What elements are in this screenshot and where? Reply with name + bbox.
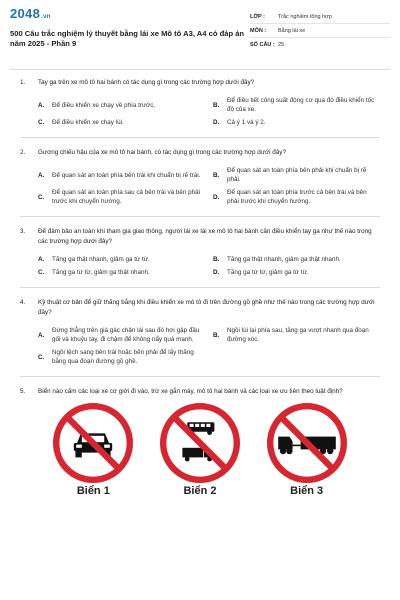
- options-grid: [20, 158, 380, 210]
- option-b[interactable]: [213, 166, 380, 184]
- option-letter: B.: [213, 101, 220, 109]
- option-a[interactable]: [38, 255, 205, 264]
- option-letter: D.: [213, 119, 220, 126]
- option-text: Để điều tiết công suất động cơ qua đó điều khiển tốc độ của xe.: [227, 97, 375, 113]
- option-letter: C.: [38, 193, 45, 201]
- meta-row-class: [250, 10, 390, 24]
- option-text: Ngồi lùi lại phía sau, tăng ga vượt nhanh qua đoạn đường xóc.: [227, 327, 369, 343]
- question-number: 2.: [20, 149, 26, 156]
- option-a[interactable]: [38, 96, 205, 114]
- option-letter: C.: [38, 353, 45, 361]
- option-b[interactable]: [213, 255, 380, 264]
- option-letter: A.: [38, 256, 45, 263]
- question-2: [20, 148, 380, 217]
- option-text: Để quan sát an toàn phía bên trái khi chuẩn bị rẽ trái.: [52, 171, 201, 179]
- site-logo[interactable]: [10, 6, 250, 21]
- sign-3: [257, 403, 357, 497]
- question-header: [20, 298, 380, 318]
- option-letter: B.: [213, 171, 220, 179]
- question-4: [20, 298, 380, 377]
- question-number: 3.: [20, 228, 26, 235]
- question-text: Để đảm bảo an toàn khi tham gia giao thông, người lái xe lái xe mô tô hai bánh cần điều khiển tay ga như thế nào trong các trường hợp dưới đây?: [38, 228, 372, 245]
- question-list: [10, 70, 390, 497]
- option-c[interactable]: [38, 268, 205, 277]
- option-text: Để điều khiển xe chạy lùi.: [52, 119, 124, 126]
- question-5: [20, 387, 380, 497]
- option-letter: D.: [213, 193, 220, 201]
- option-d[interactable]: [213, 268, 380, 277]
- option-text: Tăng ga từ từ, giảm ga từ từ.: [227, 269, 309, 276]
- option-d[interactable]: [213, 118, 380, 127]
- option-c[interactable]: [38, 118, 205, 127]
- option-b[interactable]: [213, 96, 380, 114]
- option-c[interactable]: [38, 348, 205, 366]
- sign-1: [43, 403, 143, 497]
- option-letter: B.: [213, 331, 220, 339]
- question-number: 1.: [20, 79, 26, 86]
- option-text: Ngồi lệch sang bên trái hoặc bên phải để lấy thăng bằng qua đoạn đường gồ ghề.: [52, 349, 194, 365]
- option-d[interactable]: [213, 188, 380, 206]
- option-b[interactable]: [213, 326, 380, 344]
- meta-row-subject: [250, 24, 390, 38]
- option-letter: A.: [38, 101, 45, 109]
- question-text: Gương chiếu hậu của xe mô tô hai bánh, có tác dụng gì trong các trường hợp dưới đây?: [38, 149, 286, 156]
- meta-key: LỚP :: [250, 13, 265, 20]
- sign-label: Biển 3: [290, 485, 324, 497]
- option-letter: A.: [38, 331, 45, 339]
- meta-value: Trắc nghiệm tổng hợp: [278, 13, 332, 20]
- option-letter: C.: [38, 119, 45, 126]
- sign-label: Biển 1: [76, 485, 110, 497]
- question-1: [20, 78, 380, 138]
- no-bus-truck-sign-icon: [160, 403, 240, 483]
- logo-text: 2048: [10, 6, 41, 21]
- meta-key: SỐ CÂU :: [250, 42, 275, 48]
- option-text: Tăng ga thật nhanh, giảm ga thật nhanh.: [227, 256, 341, 263]
- options-grid: [20, 88, 380, 131]
- option-letter: A.: [38, 171, 45, 179]
- question-text: Biển nào cấm các loại xe cơ giới đi vào, trừ xe gắn máy, mô tô hai bánh và các loại xe ưu tiên theo luật định?: [38, 388, 343, 395]
- meta-row-count: [250, 38, 390, 52]
- option-letter: D.: [213, 269, 220, 276]
- question-header: [20, 227, 380, 247]
- meta-value: 25: [278, 42, 285, 48]
- meta-key: MÔN :: [250, 27, 267, 34]
- no-trailer-sign-icon: [267, 403, 347, 483]
- sign-label: Biển 2: [183, 485, 217, 497]
- document-title: 500 Câu trắc nghiệm lý thuyết bằng lái xe Mô tô A3, A4 có đáp án năm 2025 - Phần 9: [10, 29, 245, 48]
- question-3: [20, 227, 380, 288]
- option-a[interactable]: [38, 166, 205, 184]
- option-text: Để quan sát an toàn phía bên phải khi chuẩn bị rẽ phải.: [227, 167, 367, 183]
- meta-value: Bằng lái xe: [278, 27, 306, 34]
- question-header: [20, 148, 380, 158]
- option-letter: C.: [38, 269, 45, 276]
- header-left: [10, 0, 250, 69]
- question-text: Kỹ thuật cơ bản để giữ thăng bằng khi điều khiển xe mô tô đi trên đường gồ ghề như thế nào trong các trường hợp dưới đây?: [38, 299, 375, 316]
- option-letter: B.: [213, 256, 220, 263]
- option-c[interactable]: [38, 188, 205, 206]
- option-a[interactable]: [38, 326, 205, 344]
- question-header: [20, 387, 380, 397]
- option-text: Tăng ga thật nhanh, giảm ga từ từ.: [52, 256, 150, 263]
- options-grid: [20, 247, 380, 281]
- logo-suffix: .vn: [41, 14, 51, 20]
- option-text: Tăng ga từ từ, giảm ga thật nhanh.: [52, 269, 150, 276]
- document-header: [10, 0, 390, 70]
- sign-images: [20, 397, 380, 497]
- question-header: [20, 78, 380, 88]
- meta-table: [250, 0, 390, 69]
- question-text: Tay ga trên xe mô tô hai bánh có tác dụng gì trong các trường hợp dưới đây?: [38, 79, 255, 86]
- option-text: Để quan sát an toàn phía trước cả bên trái và bên phải trước khi chuyển hướng.: [227, 189, 367, 205]
- option-text: Cả ý 1 và ý 2.: [227, 119, 266, 126]
- question-number: 4.: [20, 299, 26, 306]
- option-text: Đứng thẳng trên giá gác chân lái sau đó hơi gập đầu gối và khuỷu tay, đi chậm để không nẩy quá mạnh.: [52, 327, 200, 343]
- options-grid: [20, 318, 380, 370]
- option-text: Để điều khiển xe chạy về phía trước.: [52, 101, 156, 109]
- question-number: 5.: [20, 388, 26, 395]
- sign-2: [150, 403, 250, 497]
- no-car-sign-icon: [53, 403, 133, 483]
- option-text: Để quan sát an toàn phía sau cả bên trái và bên phải trước khi chuyển hướng.: [52, 189, 201, 205]
